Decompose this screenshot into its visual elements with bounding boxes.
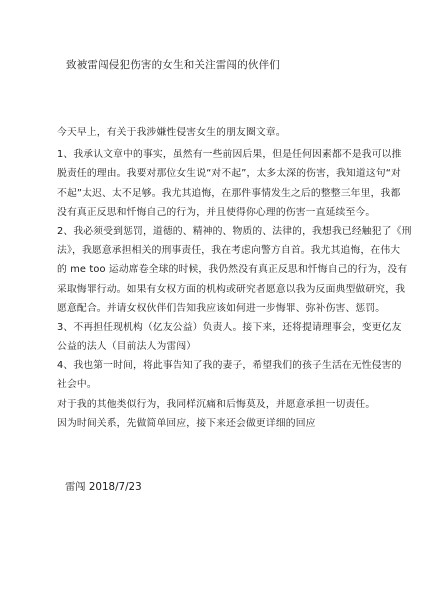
letter-body — [57, 123, 412, 433]
point-3-line: 公益的法人（目前法人为雷闯） — [57, 341, 197, 353]
point-1-line: 脱责任的理由。我要对那位女生说“对不起”，太多太深的伤害，我知道这句“对 — [57, 168, 401, 180]
point-2 — [57, 222, 412, 318]
point-3-line: 3、不再担任现机构（亿友公益）负责人。接下来，还将提请理事会，变更亿友 — [57, 321, 402, 333]
signature-date: 雷闯 2018/7/23 — [65, 481, 142, 493]
point-4-line: 社会中。 — [57, 379, 97, 391]
point-4 — [57, 356, 402, 394]
point-1 — [57, 145, 402, 222]
point-1-line: 没有真正反思和忏悔自己的行为，并且使得你心理的伤害一直延续至今。 — [57, 206, 376, 218]
point-2-line: 法》，我愿意承担相关的刑事责任，我在考虑向警方自首。我尤其追悔，在伟大 — [57, 245, 401, 257]
point-2-line: 的 me too 运动席卷全球的时候，我仍然没有真正反思和忏悔自己的行为，没有 — [57, 264, 408, 276]
closing-line: 对于我的其他类似行为，我同样沉痛和后悔莫及，并愿意承担一切责任。 — [57, 398, 376, 410]
letter-title: 致被雷闯侵犯伤害的女生和关注雷闯的伙伴们 — [66, 59, 280, 71]
closing-line: 因为时间关系，先做简单回应，接下来还会做更详细的回应 — [57, 417, 316, 429]
point-4-line: 4、我也第一时间，将此事告知了我的妻子，希望我们的孩子生活在无性侵害的 — [57, 360, 402, 372]
point-2-line: 2、我必须受到惩罚，道德的、精神的、物质的、法律的，我想我已经触犯了《刑 — [57, 225, 412, 237]
intro-line: 今天早上，有关于我涉嫌性侵害女生的朋友圈文章。 — [57, 127, 286, 138]
point-2-line: 愿意配合。并请女权伙伴们告知我应该如何进一步悔罪、弥补伤害、惩罚。 — [57, 302, 386, 314]
point-2-line: 采取悔罪行动。如果有女权方面的机构或研究者愿意以我为反面典型做研究，我 — [57, 283, 406, 295]
point-1-line: 1、我承认文章中的事实，虽然有一些前因后果，但是任何因素都不是我可以推 — [57, 149, 402, 161]
point-3 — [57, 318, 402, 356]
point-1-line: 不起”太迟、太不足够。我尤其追悔，在那件事情发生之后的整整三年里，我都 — [57, 187, 401, 199]
